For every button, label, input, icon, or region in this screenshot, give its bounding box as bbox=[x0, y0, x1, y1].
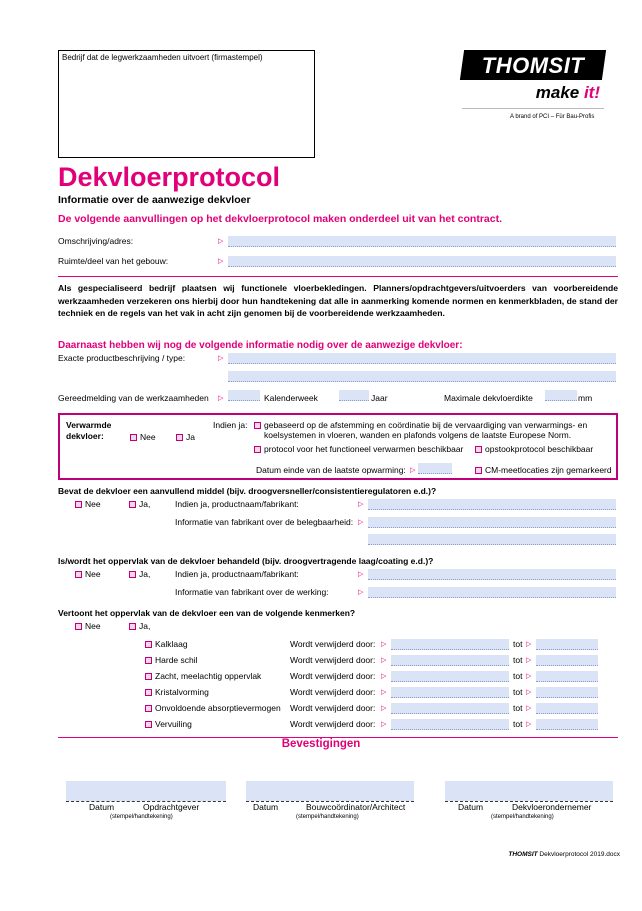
removed-arrow-icon: ▷ bbox=[381, 657, 387, 664]
removed-by-label: Wordt verwijderd door: bbox=[290, 671, 376, 681]
removed-arrow-icon: ▷ bbox=[381, 705, 387, 712]
features-nee-label: Nee bbox=[85, 621, 101, 631]
signature-field[interactable] bbox=[445, 781, 613, 801]
until-label: tot bbox=[513, 687, 523, 697]
surface-product-label: Indien ja, productnaam/fabrikant: bbox=[175, 569, 299, 579]
product-label: Exacte productbeschrijving / type: bbox=[58, 353, 186, 363]
heated-screed-box bbox=[58, 413, 618, 480]
page-subtitle: Informatie over de aanwezige dekvloer bbox=[58, 194, 251, 206]
thomsit-logo bbox=[462, 50, 604, 130]
week-label: Kalenderweek bbox=[264, 393, 318, 403]
removed-by-input[interactable] bbox=[391, 687, 509, 698]
surface-question: Is/wordt het oppervlak van de dekvloer behandeld (bijv. droogvertragende laag/coating e.d.)? bbox=[58, 556, 434, 566]
until-input[interactable] bbox=[536, 687, 598, 698]
until-arrow-icon: ▷ bbox=[526, 641, 532, 648]
removed-by-label: Wordt verwijderd door: bbox=[290, 687, 376, 697]
until-input[interactable] bbox=[536, 719, 598, 730]
surface-info-label: Informatie van fabrikant over de werking: bbox=[175, 587, 329, 597]
thickness-label: Maximale dekvloerdikte bbox=[444, 393, 533, 403]
until-label: tot bbox=[513, 703, 523, 713]
heated-if-yes-label: Indien ja: bbox=[213, 420, 248, 430]
feature-label: Onvoldoende absorptievermogen bbox=[155, 703, 281, 713]
address-label: Omschrijving/adres: bbox=[58, 236, 134, 246]
footer-brand: THOMSIT bbox=[508, 851, 538, 858]
features-ja-checkbox[interactable] bbox=[129, 623, 136, 630]
additive-info-label: Informatie van fabrikant over de belegbaarheid: bbox=[175, 517, 354, 527]
week-input[interactable] bbox=[339, 390, 369, 401]
logo-slogan bbox=[536, 83, 600, 103]
additive-question: Bevat de dekvloer een aanvullend middel (bijv. droogversneller/consistentieregulatoren e.d.)? bbox=[58, 486, 437, 496]
year-label: Jaar bbox=[371, 393, 388, 403]
surface-product-arrow-icon: ▷ bbox=[358, 571, 364, 578]
features-question: Vertoont het oppervlak van de dekvloer een van de volgende kenmerken? bbox=[58, 608, 356, 618]
heated-opt2-checkbox[interactable] bbox=[254, 446, 261, 453]
removed-by-label: Wordt verwijderd door: bbox=[290, 655, 376, 665]
additive-info-input-line2[interactable] bbox=[368, 534, 616, 545]
logo-divider bbox=[462, 108, 604, 109]
heated-opt2-label: protocol voor het functioneel verwarmen beschikbaar bbox=[264, 444, 464, 454]
heated-ja-label: Ja bbox=[186, 432, 195, 442]
surface-info-input[interactable] bbox=[368, 587, 616, 598]
footer bbox=[508, 851, 620, 858]
until-label: tot bbox=[513, 655, 523, 665]
signature-role: Opdrachtgever bbox=[143, 802, 200, 812]
removed-arrow-icon: ▷ bbox=[381, 641, 387, 648]
divider bbox=[58, 276, 618, 277]
until-arrow-icon: ▷ bbox=[526, 657, 532, 664]
surface-ja-label: Ja, bbox=[139, 569, 151, 579]
heated-opt4-label: CM-meetlocaties zijn gemarkeerd bbox=[485, 465, 612, 475]
page-title: Dekvloerprotocol bbox=[58, 162, 281, 192]
logo-slogan-accent: it! bbox=[583, 83, 600, 102]
signature-stamp-note: (stempel/handtekening) bbox=[110, 814, 173, 820]
feature-label: Kalklaag bbox=[155, 639, 188, 649]
contract-note: De volgende aanvullingen op het dekvloerprotocol maken onderdeel uit van het contract. bbox=[58, 213, 503, 225]
features-nee-checkbox[interactable] bbox=[75, 623, 82, 630]
feature-label: Harde schil bbox=[155, 655, 198, 665]
removed-arrow-icon: ▷ bbox=[381, 689, 387, 696]
removed-by-input[interactable] bbox=[391, 703, 509, 714]
address-arrow-icon: ▷ bbox=[218, 238, 224, 245]
additive-ja-checkbox[interactable] bbox=[129, 501, 136, 508]
heated-label-line2: dekvloer: bbox=[66, 431, 104, 441]
logo-slogan-prefix: make bbox=[535, 83, 584, 102]
completion-day-input[interactable] bbox=[228, 390, 260, 401]
removed-by-input[interactable] bbox=[391, 655, 509, 666]
heated-nee-label: Nee bbox=[140, 432, 156, 442]
until-input[interactable] bbox=[536, 639, 598, 650]
until-arrow-icon: ▷ bbox=[526, 673, 532, 680]
features-ja-label: Ja, bbox=[139, 621, 151, 631]
signature-role: Bouwcoördinator/Architect bbox=[306, 802, 406, 812]
until-label: tot bbox=[513, 639, 523, 649]
signature-stamp-note: (stempel/handtekening) bbox=[491, 814, 554, 820]
product-input-line2[interactable] bbox=[228, 371, 616, 382]
signature-field[interactable] bbox=[66, 781, 226, 801]
room-label: Ruimte/deel van het gebouw: bbox=[58, 256, 169, 266]
surface-product-input[interactable] bbox=[368, 569, 616, 580]
until-label: tot bbox=[513, 671, 523, 681]
signature-date-label: Datum bbox=[253, 802, 279, 812]
additive-nee-label: Nee bbox=[85, 499, 101, 509]
address-input[interactable] bbox=[228, 236, 616, 247]
heated-nee-checkbox[interactable] bbox=[130, 434, 137, 441]
feature-label: Zacht, meelachtig oppervlak bbox=[155, 671, 262, 681]
heated-opt1-checkbox[interactable] bbox=[254, 422, 261, 429]
until-input[interactable] bbox=[536, 671, 598, 682]
removed-by-input[interactable] bbox=[391, 671, 509, 682]
completion-label: Gereedmelding van de werkzaamheden bbox=[58, 393, 209, 403]
product-arrow-icon: ▷ bbox=[218, 355, 224, 362]
heated-ja-checkbox[interactable] bbox=[176, 434, 183, 441]
removed-by-label: Wordt verwijderd door: bbox=[290, 719, 376, 729]
removed-arrow-icon: ▷ bbox=[381, 673, 387, 680]
feature-label: Vervuiling bbox=[155, 719, 192, 729]
until-label: tot bbox=[513, 719, 523, 729]
removed-by-input[interactable] bbox=[391, 719, 509, 730]
signature-date-label: Datum bbox=[89, 802, 115, 812]
room-input[interactable] bbox=[228, 256, 616, 267]
surface-nee-label: Nee bbox=[85, 569, 101, 579]
additive-nee-checkbox[interactable] bbox=[75, 501, 82, 508]
feature-checkbox[interactable] bbox=[145, 657, 152, 664]
until-arrow-icon: ▷ bbox=[526, 705, 532, 712]
company-stamp-box[interactable] bbox=[58, 50, 315, 158]
additive-product-input[interactable] bbox=[368, 499, 616, 510]
additive-info-arrow-icon: ▷ bbox=[358, 519, 364, 526]
product-input[interactable] bbox=[228, 353, 616, 364]
heated-opt4-checkbox[interactable] bbox=[475, 467, 482, 474]
heated-opt1-line1: gebaseerd op de afstemming en coördinatie bij de vervaardiging van verwarmings- en bbox=[264, 420, 588, 430]
signature-stamp-note: (stempel/handtekening) bbox=[296, 814, 359, 820]
feature-checkbox[interactable] bbox=[145, 689, 152, 696]
removed-by-label: Wordt verwijderd door: bbox=[290, 703, 376, 713]
signatures-heading: Bevestigingen bbox=[281, 738, 361, 750]
removed-by-label: Wordt verwijderd door: bbox=[290, 639, 376, 649]
removed-arrow-icon: ▷ bbox=[381, 721, 387, 728]
surface-nee-checkbox[interactable] bbox=[75, 571, 82, 578]
feature-checkbox[interactable] bbox=[145, 721, 152, 728]
completion-arrow-icon: ▷ bbox=[218, 395, 224, 402]
until-input[interactable] bbox=[536, 655, 598, 666]
additive-product-label: Indien ja, productnaam/fabrikant: bbox=[175, 499, 299, 509]
additive-product-arrow-icon: ▷ bbox=[358, 501, 364, 508]
declaration-text: Als gespecialiseerd bedrijf plaatsen wij functionele vloerbekledingen. Planners/opdrachtgevers/uitvoerders van voorbereidende werkzaamheden verzekeren ons hierbij door hun handtekening dat alle in aanmerking komende normen en kenmerkbladen, de stand der techniek en de regels van het vak in acht zijn genomen bij de voorbereidende werkzaamheden. bbox=[58, 283, 618, 318]
heated-opt3-label: opstookprotocol beschikbaar bbox=[485, 444, 594, 454]
room-arrow-icon: ▷ bbox=[218, 258, 224, 265]
surface-ja-checkbox[interactable] bbox=[129, 571, 136, 578]
footer-file: Dekvloerprotocol 2019.docx bbox=[537, 851, 620, 858]
feature-checkbox[interactable] bbox=[145, 705, 152, 712]
heated-opt1-line2: koelsystemen in vloeren, wanden en plafonds volgens de laatste Europese Norm. bbox=[264, 430, 572, 440]
feature-label: Kristalvorming bbox=[155, 687, 209, 697]
feature-checkbox[interactable] bbox=[145, 673, 152, 680]
end-date-input[interactable] bbox=[418, 463, 452, 474]
until-arrow-icon: ▷ bbox=[526, 689, 532, 696]
end-date-arrow-icon: ▷ bbox=[410, 467, 416, 474]
logo-tagline: A brand of PCI – Für Bau-Profis bbox=[510, 114, 595, 120]
logo-brand-text: THOMSIT bbox=[481, 53, 585, 78]
stamp-box-label: Bedrijf dat de legwerkzaamheden uitvoert (firmastempel) bbox=[62, 53, 263, 62]
heated-opt3-checkbox[interactable] bbox=[475, 446, 482, 453]
additive-ja-label: Ja, bbox=[139, 499, 151, 509]
until-arrow-icon: ▷ bbox=[526, 721, 532, 728]
thickness-unit: mm bbox=[578, 393, 593, 403]
heated-label-line1: Verwarmde bbox=[66, 420, 112, 430]
surface-info-arrow-icon: ▷ bbox=[358, 589, 364, 596]
until-input[interactable] bbox=[536, 703, 598, 714]
signature-date-label: Datum bbox=[458, 802, 484, 812]
info-heading: Daarnaast hebben wij nog de volgende informatie nodig over de aanwezige dekvloer: bbox=[58, 340, 463, 351]
additive-info-input[interactable] bbox=[368, 517, 616, 528]
signature-role: Dekvloerondernemer bbox=[512, 802, 592, 812]
feature-checkbox[interactable] bbox=[145, 641, 152, 648]
removed-by-input[interactable] bbox=[391, 639, 509, 650]
signature-field[interactable] bbox=[246, 781, 414, 801]
thickness-input[interactable] bbox=[545, 390, 577, 401]
end-date-label: Datum einde van de laatste opwarming: bbox=[256, 465, 406, 475]
